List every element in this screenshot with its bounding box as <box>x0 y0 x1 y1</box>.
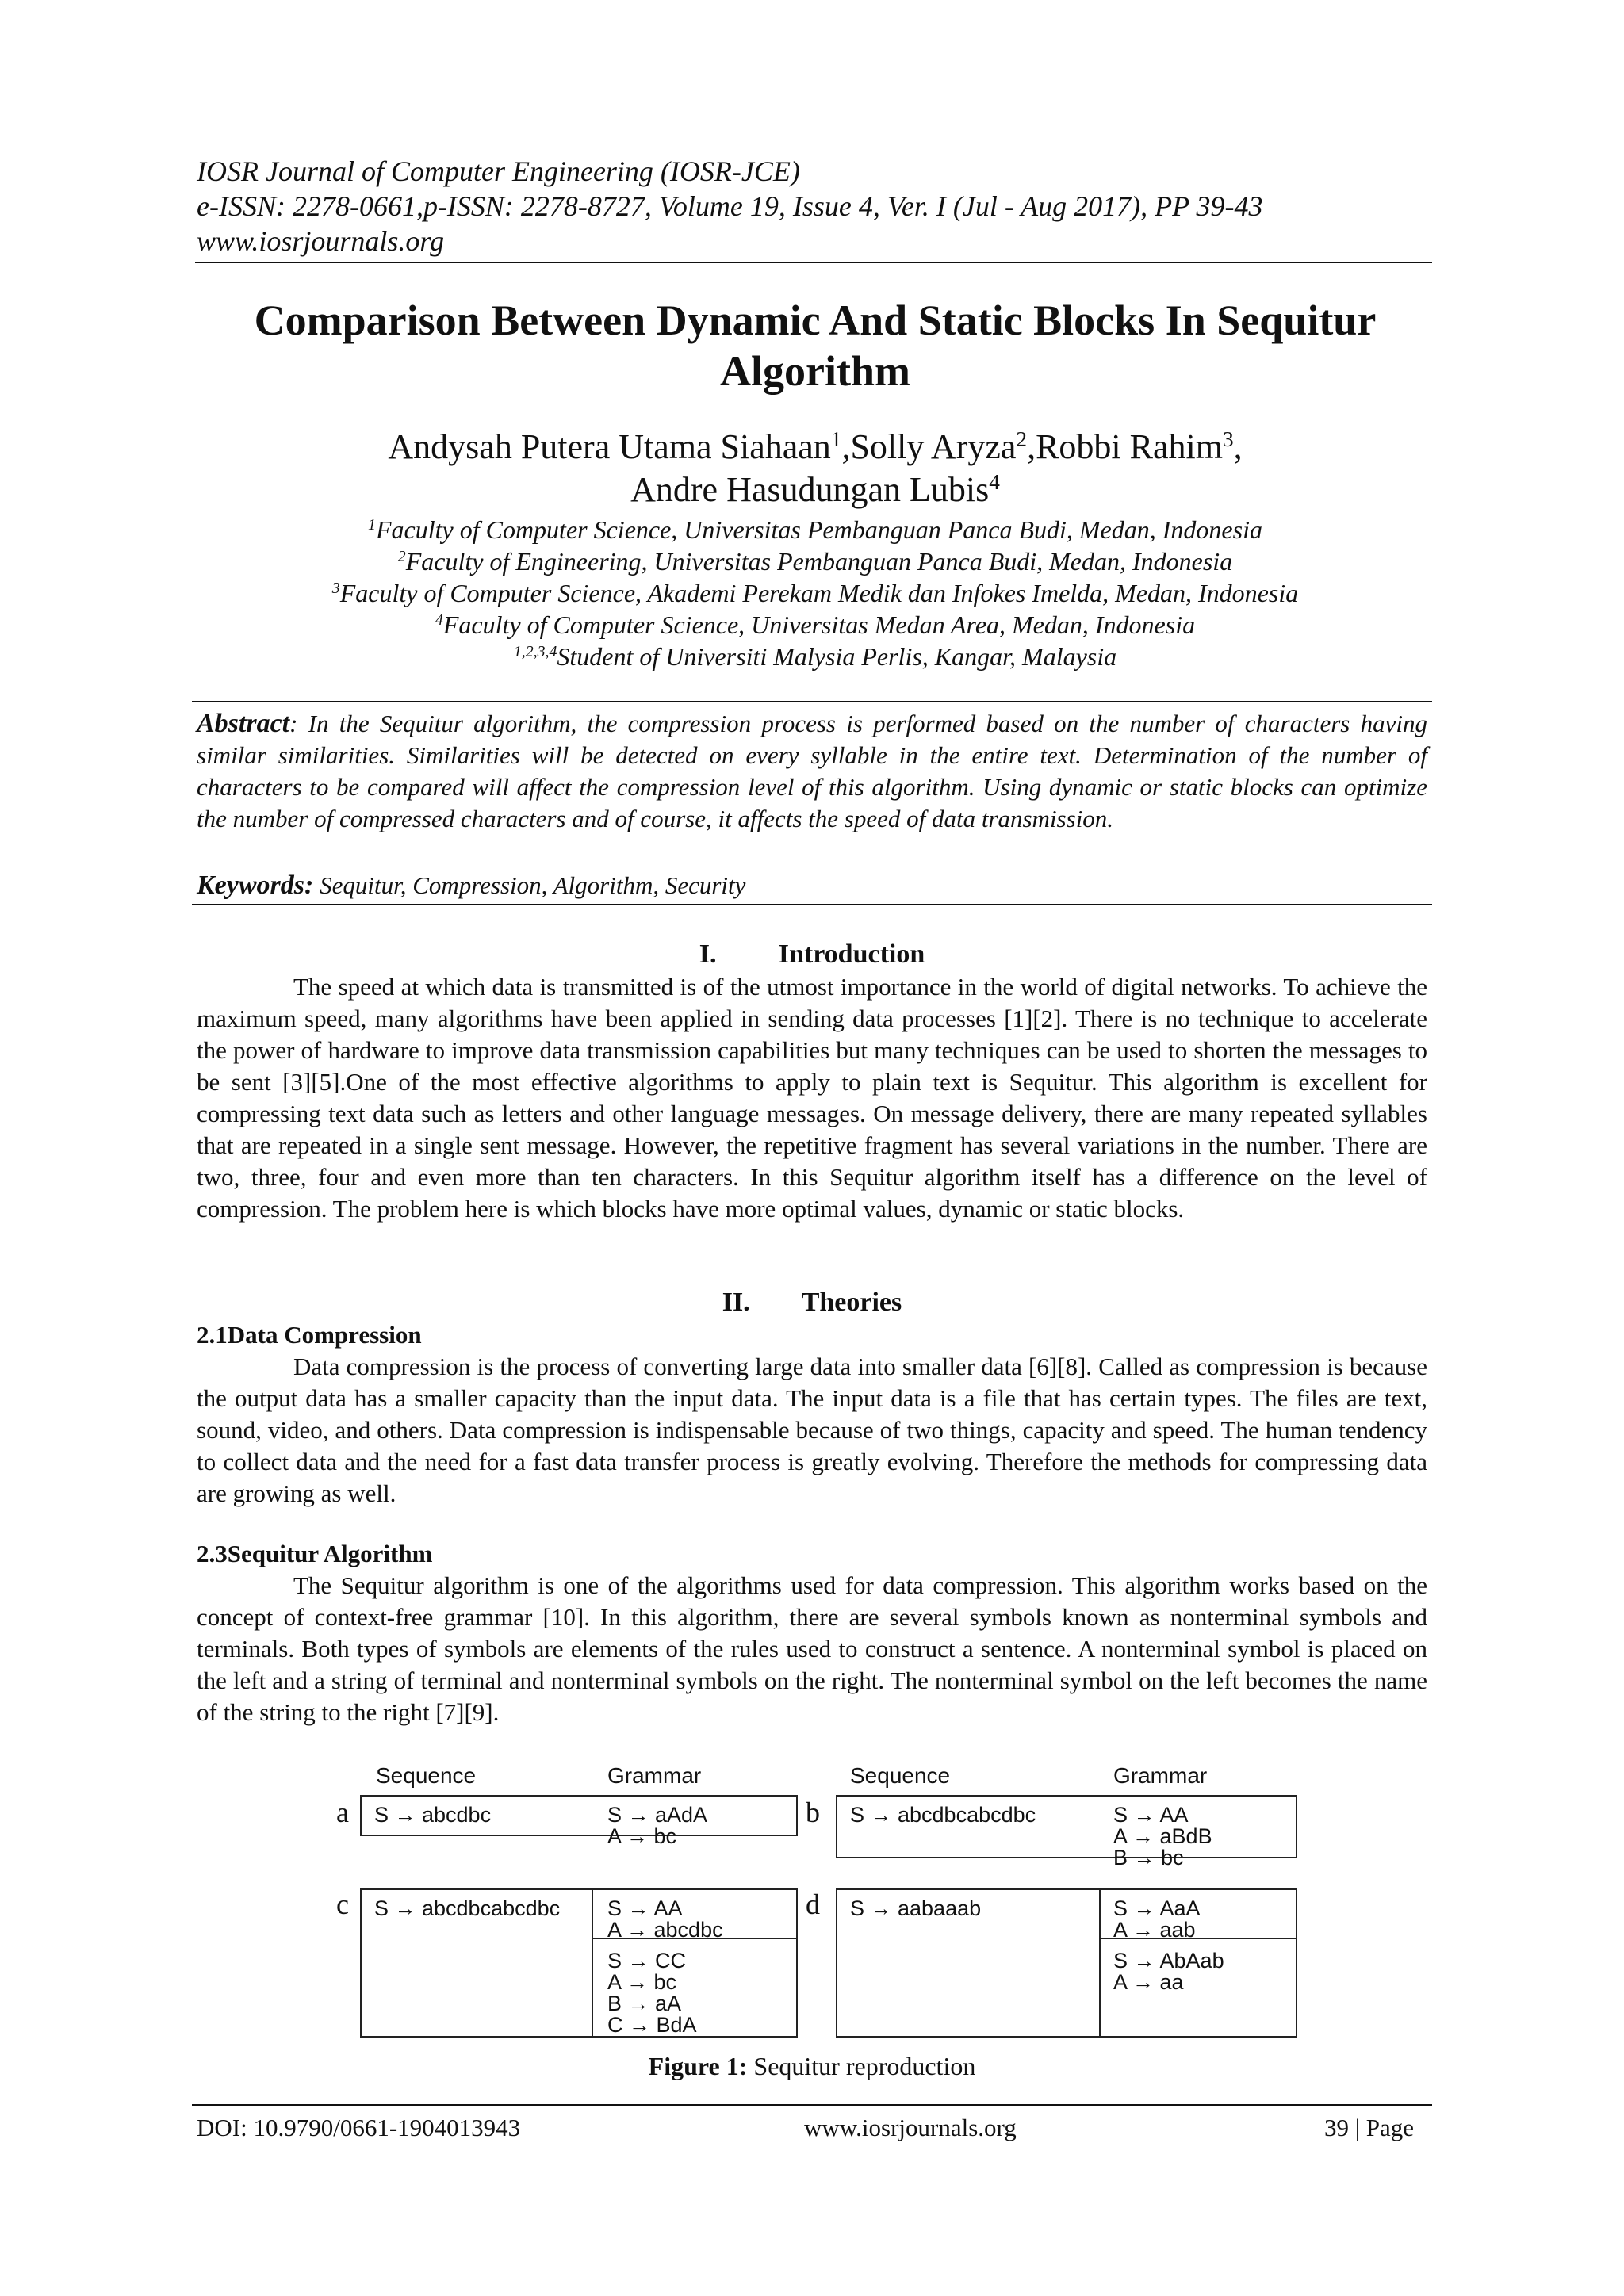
affiliation-sup: 2 <box>397 548 406 566</box>
author-sup: 2 <box>1016 427 1028 451</box>
footer-website: www.iosrjournals.org <box>804 2114 1017 2141</box>
paper-title: Comparison Between Dynamic And Static Blocks In Sequitur Algorithm <box>254 297 1377 395</box>
subsection-heading-sequitur: 2.3Sequitur Algorithm <box>197 1540 433 1567</box>
section-heading-theories <box>197 1286 1427 1319</box>
panel-b-sequence: S → abcdbcabcdbc <box>850 1803 1036 1827</box>
author-name: Andre Hasudungan Lubis <box>630 470 990 509</box>
figure-header-sequence: Sequence <box>376 1763 477 1788</box>
sequitur-paragraph <box>197 1570 1427 1728</box>
abstract-label: Abstract <box>197 709 290 738</box>
subsection-heading-data-compression: 2.1Data Compression <box>197 1321 422 1349</box>
affiliation-sup: 1,2,3,4 <box>513 643 557 661</box>
section-title: Introduction <box>778 939 925 969</box>
panel-c-sequence: S → abcdbcabcdbc <box>374 1896 561 1920</box>
panel-d-grammar-top: S → AaA A → aab <box>1113 1896 1201 1942</box>
abstract-top-divider <box>192 701 1432 702</box>
figure-caption-text: Sequitur reproduction <box>747 2052 976 2080</box>
panel-d-grammar-bottom: S → AbAab A → aa <box>1113 1949 1224 1994</box>
footer-divider <box>192 2104 1432 2106</box>
panel-b-grammar: S → AA A → aBdB B → bc <box>1113 1803 1212 1869</box>
affiliation-text: Faculty of Computer Science, Akademi Perekam Medik dan Infokes Imelda, Medan, Indonesia <box>339 579 1299 607</box>
paragraph-text: The Sequitur algorithm is one of the algorithms used for data compression. This algorithm works based on the concept of context-free grammar [10]. In this algorithm, there are several symbols known as nonterminal symbols and terminals. Both types of symbols are elements of the rules used to construct a sentence. A nonterminal symbol is placed on the left and a string of terminal and nonterminal symbols on the right. The nonterminal symbol on the left becomes the name of the string to the right [7][9]. <box>197 1571 1427 1726</box>
affiliation <box>197 577 1434 609</box>
panel-label-a: a <box>336 1797 349 1828</box>
keywords-text: Sequitur, Compression, Algorithm, Security <box>313 871 746 899</box>
panel-a-grammar: S → aAdA A → bc <box>607 1803 708 1848</box>
affiliation-text: Student of Universiti Malysia Perlis, Kangar, Malaysia <box>557 642 1117 671</box>
header-divider <box>195 262 1432 263</box>
footer-page: 39 | Page <box>1324 2114 1414 2141</box>
section-title: Theories <box>801 1288 902 1317</box>
affiliation <box>197 514 1434 545</box>
abstract <box>197 708 1427 835</box>
affiliation-sup: 4 <box>435 611 443 629</box>
section-number: II. <box>722 1288 750 1317</box>
affiliation-text: Faculty of Engineering, Universitas Pembanguan Panca Budi, Medan, Indonesia <box>405 547 1233 576</box>
author-sup: 1 <box>830 427 842 451</box>
figure-caption-label: Figure 1: <box>648 2052 748 2080</box>
figure-caption <box>197 2050 1427 2082</box>
panel-d-sequence: S → aabaaab <box>850 1896 982 1920</box>
affiliation <box>197 609 1434 641</box>
author-name: Solly Aryza <box>850 427 1017 466</box>
journal-website: www.iosrjournals.org <box>197 225 445 257</box>
panel-label-b: b <box>806 1797 820 1828</box>
abstract-bottom-divider <box>192 904 1432 905</box>
author-sup: 3 <box>1222 427 1234 451</box>
affiliation-sup: 1 <box>368 516 376 534</box>
figure-header-grammar: Grammar <box>607 1763 702 1788</box>
figure-header-grammar: Grammar <box>1113 1763 1208 1788</box>
author-name: Robbi Rahim <box>1036 427 1223 466</box>
panel-a-sequence: S → abcdbc <box>374 1803 492 1827</box>
authors-line-1 <box>197 427 1434 468</box>
section-number: I. <box>699 939 717 969</box>
affiliation-sup: 3 <box>331 580 340 598</box>
introduction-paragraph <box>197 971 1427 1225</box>
abstract-text: : In the Sequitur algorithm, the compression process is performed based on the number of characters having similar similarities. Similarities will be detected on every syllable in the entire text. Determination of the number of characters to be compared will affect the compression level of this algorithm. Using dynamic or static blocks can optimize the number of compressed characters and of course, it affects the speed of data transmission. <box>197 710 1427 832</box>
paragraph-text: The speed at which data is transmitted is of the utmost importance in the world of digital networks. To achieve the maximum speed, many algorithms have been applied in sending data processes [1][2]. There is no technique to accelerate the power of hardware to improve data transmission capabilities but many techniques can be used to shorten the messages to be sent [3][5].One of the most effective algorithms to apply to plain text is Sequitur. This algorithm is excellent for compressing text data such as letters and other language messages. On message delivery, there are many repeated syllables that are repeated in a single sent message. However, the repetitive fragment has several variations in the number. There are two, three, four and even more than ten characters. In this Sequitur algorithm itself has a difference on the level of compression. The problem here is which blocks have more optimal values, dynamic or static blocks. <box>197 973 1427 1223</box>
panel-c-grammar-top: S → AA A → abcdbc <box>607 1896 723 1942</box>
authors-line-2 <box>197 469 1434 511</box>
panel-label-d: d <box>806 1888 820 1920</box>
affiliation <box>197 545 1434 577</box>
panel-label-c: c <box>336 1888 349 1920</box>
paragraph-text: Data compression is the process of converting large data into smaller data [6][8]. Called as compression is because the output data has a smaller capacity than the input data. The input data is a file that has certain types. The files are text, sound, video, and others. Data compression is indispensable because of two things, capacity and speed. The human tendency to collect data and the need for a fast data transfer process is greatly evolving. Therefore the methods for compressing data are growing as well. <box>197 1353 1427 1507</box>
section-heading-introduction <box>197 938 1427 971</box>
journal-name: IOSR Journal of Computer Engineering (IOSR-JCE) <box>197 155 800 187</box>
journal-issn: e-ISSN: 2278-0661,p-ISSN: 2278-8727, Volume 19, Issue 4, Ver. I (Jul - Aug 2017), PP 39-43 <box>197 190 1263 222</box>
author-sup: 4 <box>989 470 1000 494</box>
panel-d-divider <box>1099 1888 1101 2038</box>
data-compression-paragraph <box>197 1351 1427 1510</box>
author-sep: , <box>841 427 851 466</box>
author-sep: , <box>1233 427 1243 466</box>
keywords <box>197 870 1427 901</box>
keywords-label: Keywords: <box>197 871 314 900</box>
footer-doi: DOI: 10.9790/0661-1904013943 <box>197 2114 521 2141</box>
panel-c-divider <box>592 1888 593 2038</box>
affiliation <box>197 641 1434 672</box>
affiliation-text: Faculty of Computer Science, Universitas Pembanguan Panca Budi, Medan, Indonesia <box>375 515 1262 544</box>
author-name: Andysah Putera Utama Siahaan <box>388 427 831 466</box>
author-sep: , <box>1027 427 1036 466</box>
panel-c-grammar-bottom: S → CC A → bc B → aA C → BdA <box>607 1949 697 2037</box>
affiliation-text: Faculty of Computer Science, Universitas Medan Area, Medan, Indonesia <box>442 610 1196 639</box>
figure-header-sequence: Sequence <box>850 1763 951 1788</box>
